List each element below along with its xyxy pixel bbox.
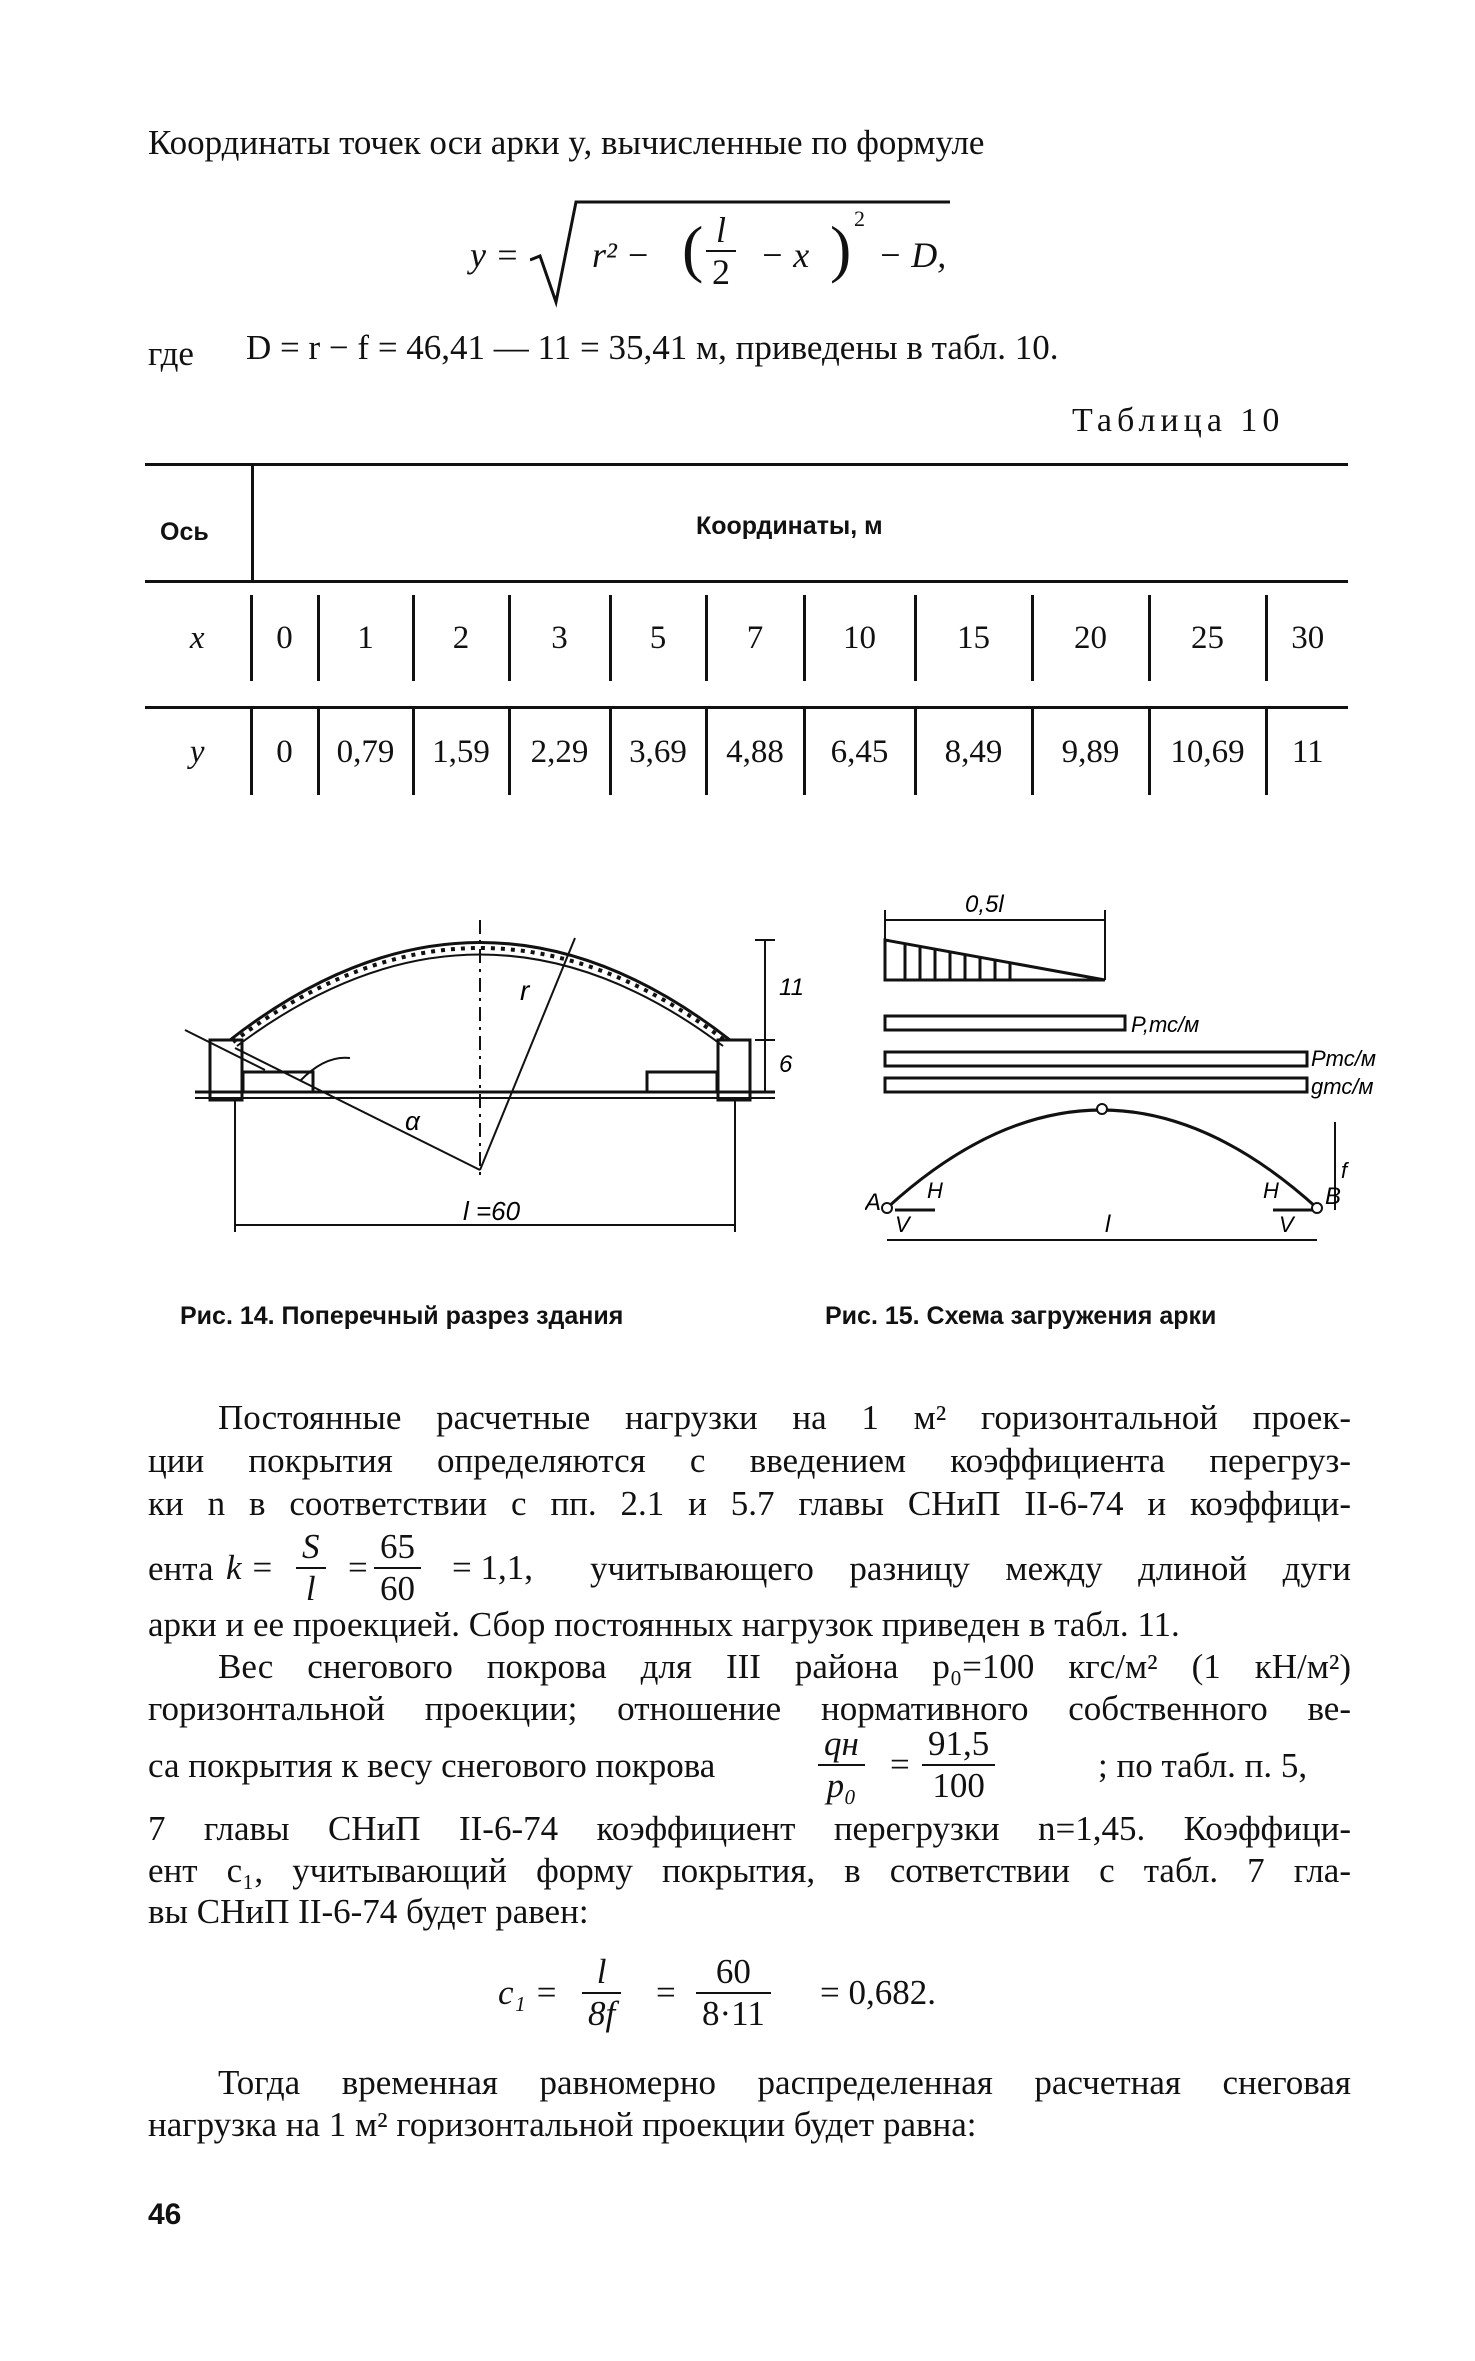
load-strip-g [885,1078,1307,1092]
table-cell: 11 [1266,709,1348,795]
fig14-label-alpha: α [405,1106,420,1136]
table-label: Таблица 10 [1072,402,1285,439]
table-header-divider [251,466,254,580]
table-cell: 1 [318,595,413,681]
p2-line-1: Вес снегового покрова для III района p₀=100 кгс/м² (1 кН/м²) [218,1647,1351,1686]
table-row-y [145,709,1348,795]
fig15-label-VA: V [895,1212,910,1237]
fig15-label-A: A [865,1189,882,1216]
table-cell: 2,29 [509,709,610,795]
figure-14-caption: Рис. 14. Поперечный разрез здания [180,1302,624,1330]
c1-frac-2: $\frac{60}{8\cdot 11}$ [696,1952,771,2034]
table-cell: 3,69 [610,709,706,795]
p1-line-1: Постоянные расчетные нагрузки на 1 м² горизонтальной проек- [218,1398,1351,1437]
p1-end: арки и ее проекцией. Сбор постоянных нагрузок приведен в табл. 11. [148,1605,1180,1644]
formula-minus-x: − x [760,235,810,275]
fig14-label-6: 6 [779,1051,793,1078]
k-frac-2: $\frac{65}{60}$ [374,1527,421,1609]
load-strip-P [885,1052,1307,1066]
header-axis: Ось [160,518,209,546]
fig15-label-B: B [1325,1183,1342,1210]
paren-open: ( [682,213,704,284]
page-number: 46 [148,2198,182,2231]
header-coords: Координаты, м [696,512,883,540]
table-cell: 7 [706,595,804,681]
table-cell: 10,69 [1149,709,1266,795]
formula-square: 2 [854,206,865,231]
c1-frac-1: $\frac{l}{8f}$ [582,1952,621,2034]
fig15-label-P: Pтс/м [1311,1046,1376,1071]
q-frac-2: $\frac{91,5}{100}$ [922,1724,995,1806]
p3-line-1: Тогда временная равномерно распределенная расчетная снеговая [218,2063,1351,2102]
fig15-label-H-right: H [1263,1178,1279,1203]
q-equals: = [890,1745,910,1784]
p1-line-2: ции покрытия определяются с введением коэффициента перегруз- [148,1441,1351,1480]
table-cell: 30 [1266,595,1348,681]
c1-result: = 0,682. [820,1973,936,2012]
fig15-label-p: P,тс/м [1131,1012,1200,1037]
p2-line-5: ент c₁, учитывающий форму покрытия, в сответствии с табл. 7 гла- [148,1851,1351,1890]
table-cell: 20 [1032,595,1149,681]
coordinates-table [145,595,1348,795]
k-equals: = [348,1548,368,1587]
q-frac-1: qн p₀ [818,1724,865,1806]
table-cell: 8,49 [915,709,1032,795]
support-A [882,1203,892,1213]
load-strip-p [885,1016,1125,1030]
support-B [1312,1203,1322,1213]
arch-schematic [887,1110,1317,1208]
crown-hinge [1097,1104,1107,1114]
c1-equals: = [656,1973,676,2012]
intro-line: Координаты точек оси арки y, вычисленные по формуле [148,123,985,162]
table-cell: 25 [1149,595,1266,681]
row-label-x: x [189,619,205,656]
table-cell: 6,45 [804,709,915,795]
formula-lhs: y = [470,235,520,275]
table-cell: 3 [509,595,610,681]
formula-r2: r² − [592,235,651,275]
formula-tail: − D, [878,235,947,275]
fig14-label-f: 11 [779,974,804,1001]
p2-line-2: горизонтальной проекции; отношение нормативного собственного ве- [148,1689,1351,1728]
formula-frac-l2: $\frac{l}{2}$ [706,210,736,292]
c1-lhs: c₁ = [498,1973,559,2012]
p2-line-6: вы СНиП II-6-74 будет равен: [148,1892,589,1931]
p3-line-2: нагрузка на 1 м² горизонтальной проекции будет равна: [148,2105,977,2144]
table-cell: 5 [610,595,706,681]
k-formula-prefix: ента [148,1549,214,1588]
table-cell: 2 [413,595,509,681]
p2-line-3-suffix: ; по табл. п. 5, [1098,1746,1308,1785]
k-lhs: k = [226,1548,274,1587]
table-row-x [145,595,1348,681]
figure-15-caption: Рис. 15. Схема загружения арки [825,1302,1217,1330]
fig14-label-r: r [520,975,530,1006]
table-cell: 4,88 [706,709,804,795]
where-prefix: где [148,334,194,373]
fig15-label-H-left: H [927,1178,943,1203]
table-cell: 9,89 [1032,709,1149,795]
fig14-label-span: l =60 [463,1196,521,1226]
where-text: D = r − f = 46,41 — 11 = 35,41 м, приведены в табл. 10. [246,328,1059,367]
paren-close: ) [830,213,852,284]
p2-line-4: 7 главы СНиП II-6-74 коэффициент перегрузки n=1,45. Коэффици- [148,1809,1351,1848]
table-cell: 15 [915,595,1032,681]
table-top-rule [145,463,1348,466]
figure-15-loading-scheme [865,880,1385,1250]
table-header-rule [145,580,1348,583]
fig15-label-g: gтс/м [1311,1074,1374,1099]
fig15-label-l: l [1105,1211,1111,1238]
k-suffix: учитывающего разницу между длиной дуги [590,1549,1351,1588]
fig15-label-half: 0,5l [965,891,1004,918]
table-cell: 0 [251,709,318,795]
table-cell: 1,59 [413,709,509,795]
p1-line-3: ки n в соответствии с пп. 2.1 и 5.7 главы СНиП II-6-74 и коэффици- [148,1484,1351,1523]
k-result: = 1,1, [452,1548,533,1587]
figure-14-cross-section [175,880,815,1250]
row-label-y: y [189,733,205,770]
table-cell: 0,79 [318,709,413,795]
fig15-label-f: f [1341,1158,1348,1183]
p2-line-3-prefix: са покрытия к весу снегового покрова [148,1746,716,1785]
k-frac-1: $\frac{S}{l}$ [296,1527,326,1609]
table-cell: 10 [804,595,915,681]
table-cell: 0 [251,595,318,681]
fig15-label-VB: V [1279,1212,1294,1237]
